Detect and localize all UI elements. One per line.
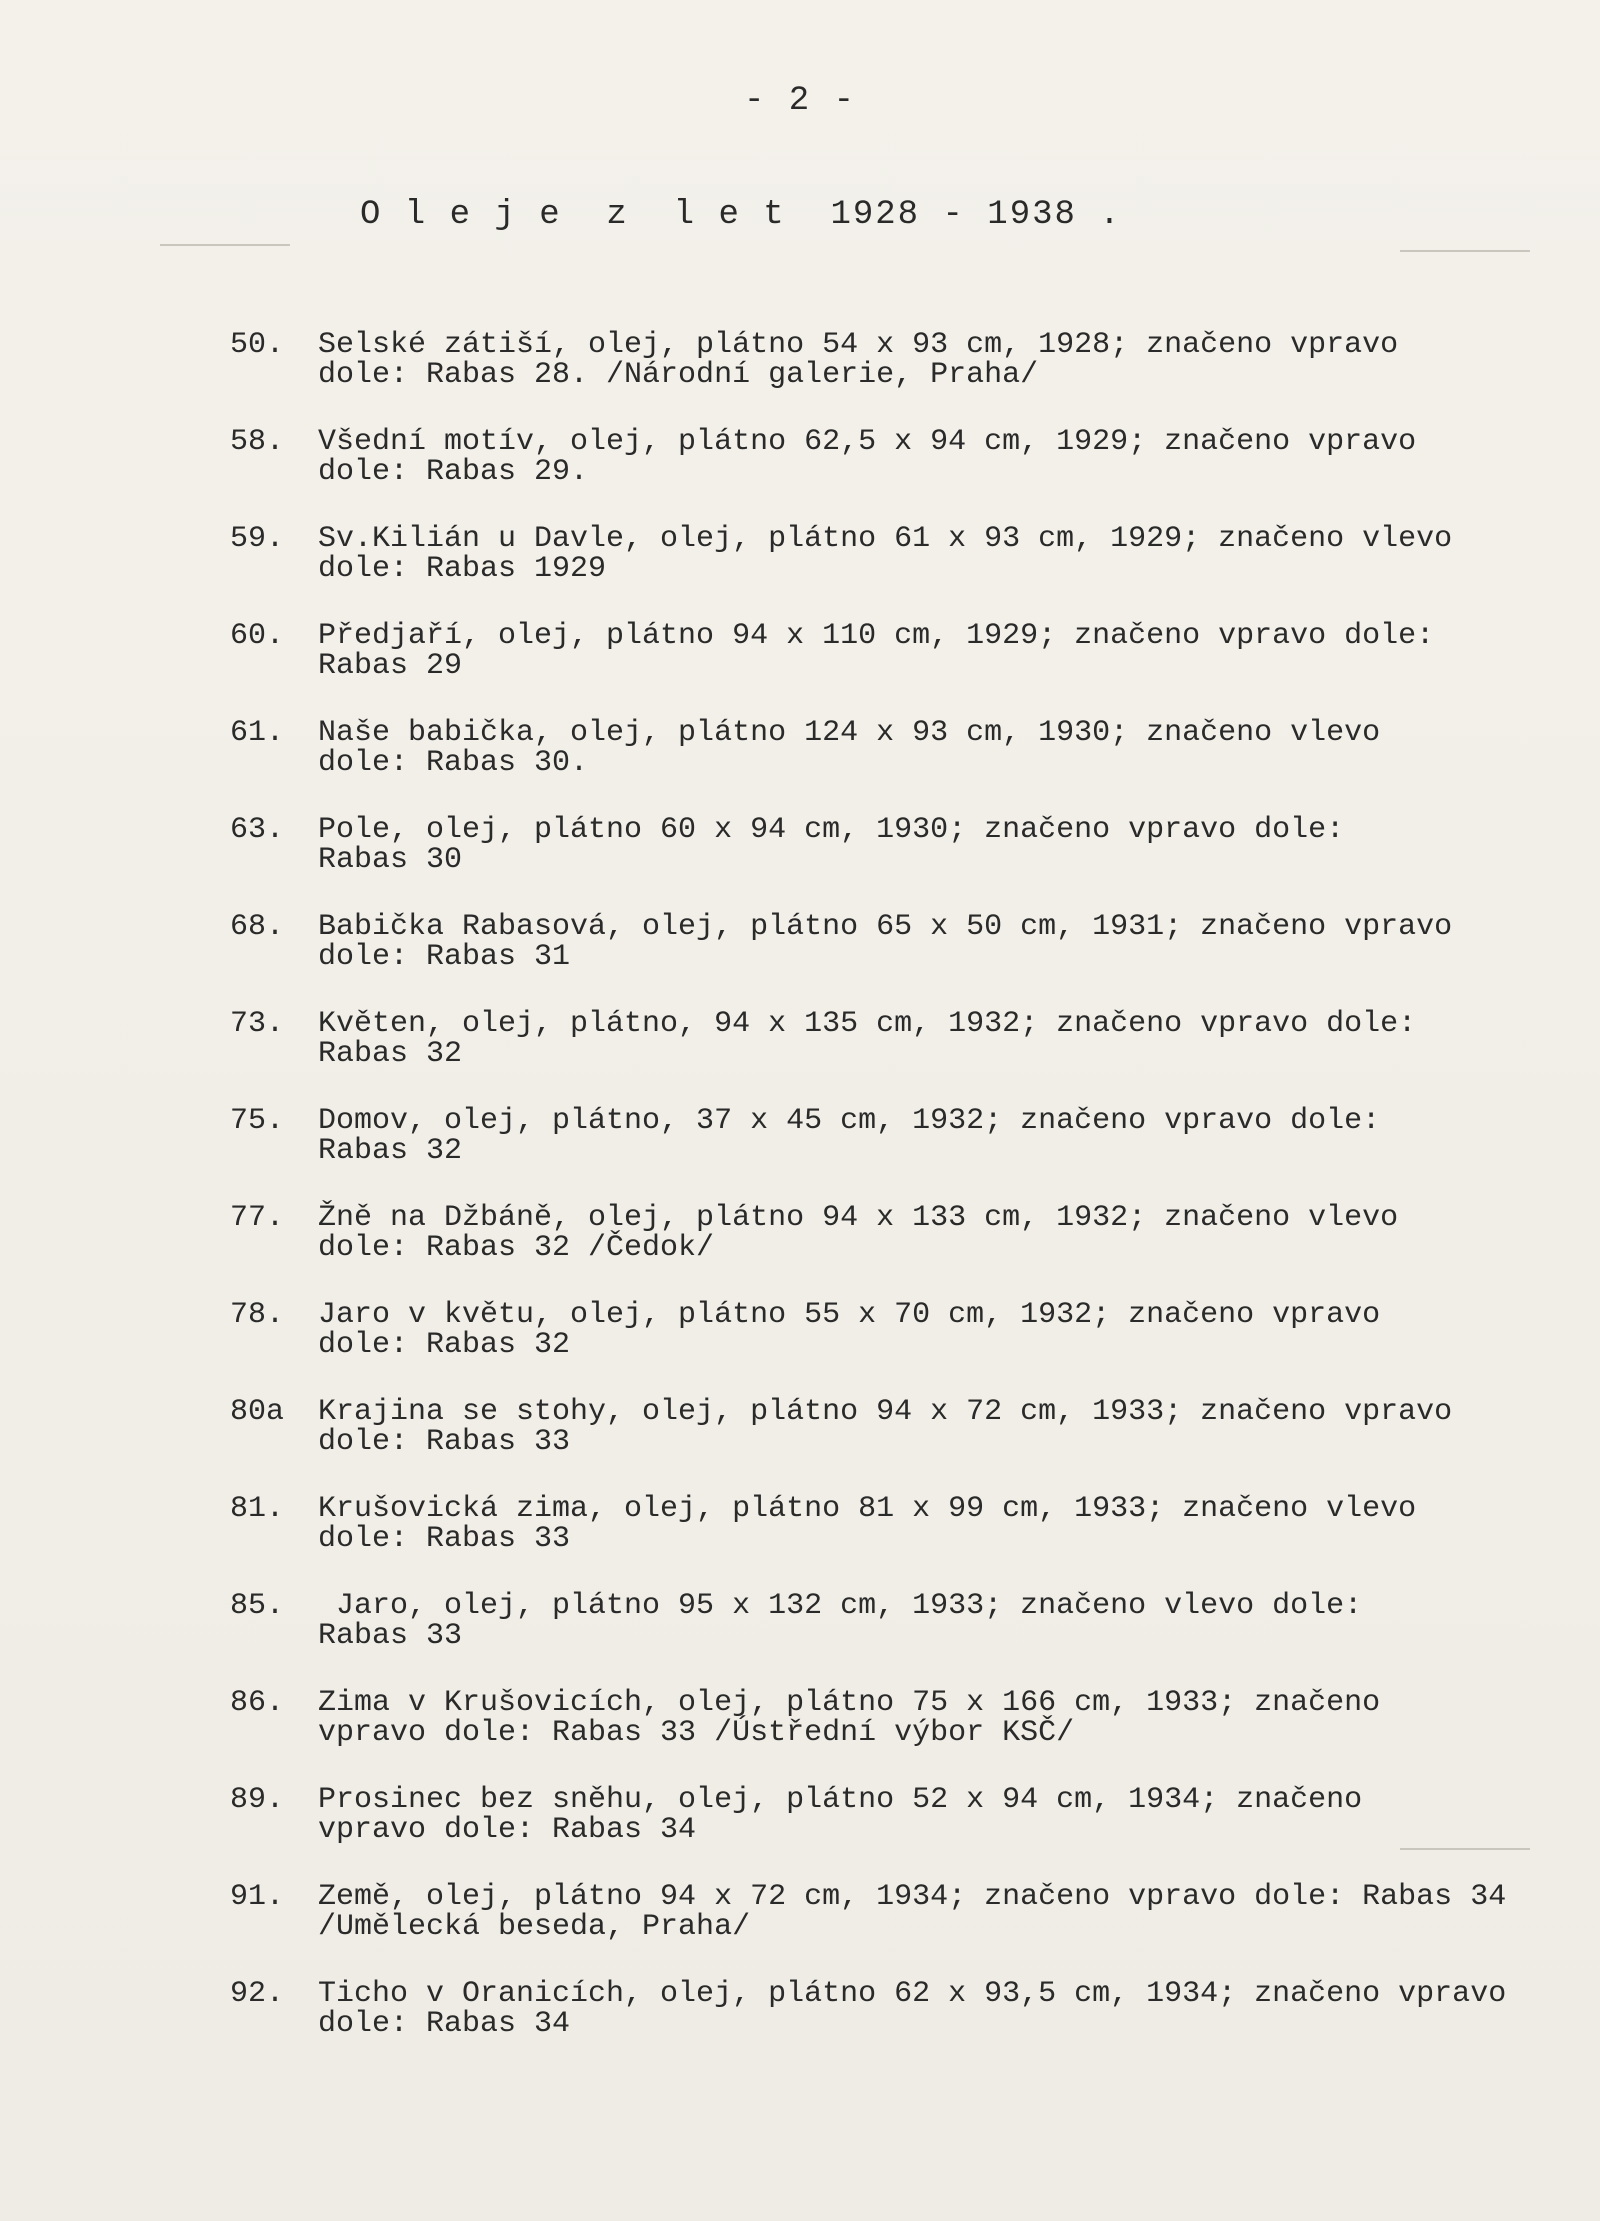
entry-number: 92.	[230, 1977, 285, 2011]
entry-line-1: Všední motív, olej, plátno 62,5 x 94 cm, 1929; značeno vpravo	[318, 425, 1417, 459]
list-item	[0, 1009, 1600, 1069]
entry-number: 80a	[230, 1395, 285, 1429]
faint-rule-left	[160, 244, 290, 246]
entry-line-2: dole: Rabas 34	[318, 2007, 571, 2041]
entry-number: 58.	[230, 425, 285, 459]
faint-rule-right	[1400, 250, 1530, 252]
entry-line-1: Sv.Kilián u Davle, olej, plátno 61 x 93 cm, 1929; značeno vlevo	[318, 522, 1453, 556]
list-item	[0, 1688, 1600, 1748]
list-item	[0, 524, 1600, 584]
entry-number: 86.	[230, 1686, 285, 1720]
entry-number: 81.	[230, 1492, 285, 1526]
entry-line-2: dole: Rabas 30.	[318, 746, 589, 780]
list-item	[0, 1591, 1600, 1651]
entry-line-2: dole: Rabas 33	[318, 1425, 571, 1459]
faint-rule-lower-right	[1400, 1848, 1530, 1850]
entry-line-1: Babička Rabasová, olej, plátno 65 x 50 cm, 1931; značeno vpravo	[318, 910, 1453, 944]
entry-number: 78.	[230, 1298, 285, 1332]
entry-line-2: /Umělecká beseda, Praha/	[318, 1910, 751, 1944]
entry-number: 75.	[230, 1104, 285, 1138]
entry-line-2: Rabas 32	[318, 1134, 463, 1168]
entry-number: 91.	[230, 1880, 285, 1914]
list-item	[0, 1203, 1600, 1263]
list-item	[0, 1882, 1600, 1942]
entry-line-2: dole: Rabas 33	[318, 1522, 571, 1556]
entry-line-1: Země, olej, plátno 94 x 72 cm, 1934; značeno vpravo dole: Rabas 34	[318, 1880, 1507, 1914]
entry-number: 63.	[230, 813, 285, 847]
list-item	[0, 815, 1600, 875]
list-item	[0, 427, 1600, 487]
entry-number: 50.	[230, 328, 285, 362]
entry-number: 60.	[230, 619, 285, 653]
entry-line-2: vpravo dole: Rabas 33 /Ústřední výbor KSČ/	[318, 1716, 1075, 1750]
list-item	[0, 718, 1600, 778]
entry-line-1: Selské zátiší, olej, plátno 54 x 93 cm, 1928; značeno vpravo	[318, 328, 1399, 362]
entry-number: 85.	[230, 1589, 285, 1623]
entry-line-2: Rabas 32	[318, 1037, 463, 1071]
entry-line-2: Rabas 33	[318, 1619, 463, 1653]
list-item	[0, 1106, 1600, 1166]
entry-number: 89.	[230, 1783, 285, 1817]
entry-line-1: Krajina se stohy, olej, plátno 94 x 72 cm, 1933; značeno vpravo	[318, 1395, 1453, 1429]
entry-line-2: dole: Rabas 1929	[318, 552, 607, 586]
list-item	[0, 1494, 1600, 1554]
list-item	[0, 1300, 1600, 1360]
entry-line-1: Krušovická zima, olej, plátno 81 x 99 cm, 1933; značeno vlevo	[318, 1492, 1417, 1526]
list-item	[0, 912, 1600, 972]
entry-line-2: vpravo dole: Rabas 34	[318, 1813, 697, 1847]
entry-line-2: dole: Rabas 28. /Národní galerie, Praha/	[318, 358, 1039, 392]
entry-number: 68.	[230, 910, 285, 944]
entry-line-1: Naše babička, olej, plátno 124 x 93 cm, 1930; značeno vlevo	[318, 716, 1381, 750]
page-number: - 2 -	[743, 82, 857, 120]
entry-line-1: Domov, olej, plátno, 37 x 45 cm, 1932; značeno vpravo dole:	[318, 1104, 1381, 1138]
list-item	[0, 1785, 1600, 1845]
entry-line-2: Rabas 30	[318, 843, 463, 877]
entry-number: 77.	[230, 1201, 285, 1235]
list-item	[0, 1397, 1600, 1457]
entry-line-1: Jaro v květu, olej, plátno 55 x 70 cm, 1932; značeno vpravo	[318, 1298, 1381, 1332]
entry-line-1: Prosinec bez sněhu, olej, plátno 52 x 94 cm, 1934; značeno	[318, 1783, 1363, 1817]
entry-line-1: Pole, olej, plátno 60 x 94 cm, 1930; značeno vpravo dole:	[318, 813, 1345, 847]
entry-line-2: dole: Rabas 31	[318, 940, 571, 974]
entry-line-2: dole: Rabas 29.	[318, 455, 589, 489]
entry-line-1: Žně na Džbáně, olej, plátno 94 x 133 cm, 1932; značeno vlevo	[318, 1201, 1399, 1235]
list-item	[0, 621, 1600, 681]
entry-line-1: Zima v Krušovicích, olej, plátno 75 x 166 cm, 1933; značeno	[318, 1686, 1381, 1720]
entry-line-2: dole: Rabas 32 /Čedok/	[318, 1231, 715, 1265]
entry-number: 73.	[230, 1007, 285, 1041]
entry-number: 59.	[230, 522, 285, 556]
entry-line-1: Předjaří, olej, plátno 94 x 110 cm, 1929; značeno vpravo dole:	[318, 619, 1435, 653]
entry-line-1: Jaro, olej, plátno 95 x 132 cm, 1933; značeno vlevo dole:	[318, 1589, 1363, 1623]
list-item	[0, 1979, 1600, 2039]
entry-line-2: dole: Rabas 32	[318, 1328, 571, 1362]
entry-line-1: Ticho v Oranicích, olej, plátno 62 x 93,5 cm, 1934; značeno vpravo	[318, 1977, 1507, 2011]
list-item	[0, 330, 1600, 390]
page-title: O l e j e z l e t 1928 - 1938 .	[360, 196, 1122, 234]
entry-number: 61.	[230, 716, 285, 750]
entry-line-2: Rabas 29	[318, 649, 463, 683]
entry-line-1: Květen, olej, plátno, 94 x 135 cm, 1932; značeno vpravo dole:	[318, 1007, 1417, 1041]
